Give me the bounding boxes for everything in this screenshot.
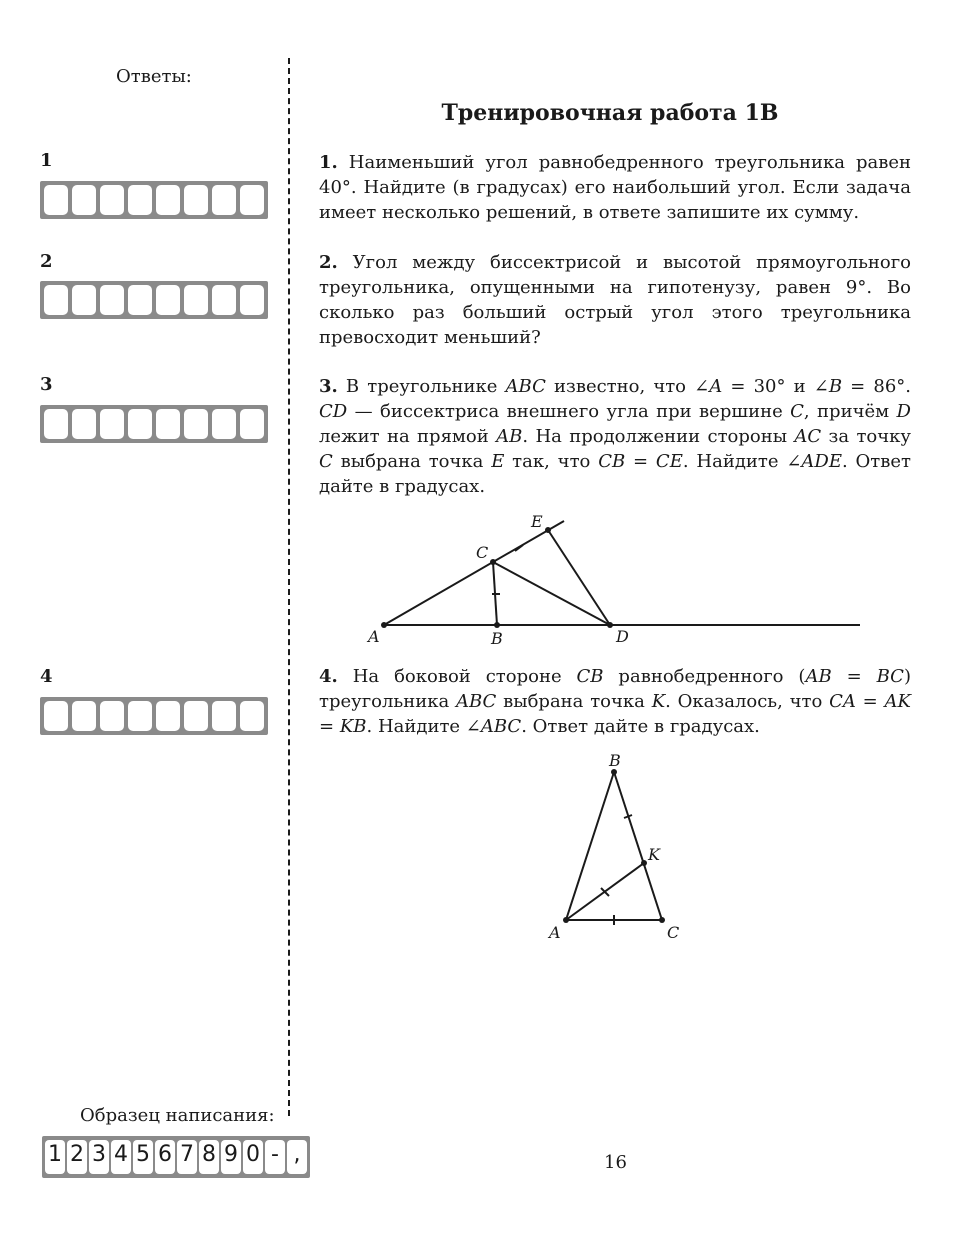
point-e: [545, 527, 551, 533]
point-b: [494, 622, 500, 628]
answer-field-2[interactable]: [40, 281, 268, 319]
answer-number-2: 2: [40, 251, 53, 272]
problem-2: 2. Угол между биссектрисой и высотой прямоугольного треугольника, опущенными на гипотенузу, равен 9°. Во сколько раз больший острый угол этого треугольника превосходит меньший?: [319, 252, 911, 348]
sample-char: -: [265, 1140, 285, 1174]
sample-char: 2: [67, 1140, 87, 1174]
label-k: K: [648, 845, 660, 864]
sample-label: Образец написания:: [80, 1105, 275, 1126]
problem-4: 4. На боковой стороне CB равнобедренного (AB = BC) треугольника ABC выбрана точка K. Оказалось, что CA = AK = KB. Найдите ∠ABC. Ответ дайте в градусах.: [319, 666, 911, 737]
point-c: [659, 917, 665, 923]
sample-char: 0: [243, 1140, 263, 1174]
problem-1: 1. Наименьший угол равнобедренного треугольника равен 40°. Найдите (в градусах) его наибольший угол. Если задача имеет несколько решений, в ответе запишите их сумму.: [319, 152, 911, 223]
point-a: [563, 917, 569, 923]
sample-char: 3: [89, 1140, 109, 1174]
label-a: A: [549, 923, 561, 942]
sample-char: 9: [221, 1140, 241, 1174]
sample-char: 5: [133, 1140, 153, 1174]
point-k: [641, 860, 647, 866]
label-c: C: [476, 543, 489, 562]
figure-problem-3: [360, 505, 870, 650]
sample-char: 7: [177, 1140, 197, 1174]
point-a: [381, 622, 387, 628]
answer-number-1: 1: [40, 150, 53, 171]
cut-line-divider: [288, 58, 290, 1116]
label-d: D: [616, 627, 629, 646]
point-c: [490, 559, 496, 565]
label-b: B: [491, 629, 503, 648]
sample-char: 6: [155, 1140, 175, 1174]
sample-char: 8: [199, 1140, 219, 1174]
page-title: Тренировочная работа 1В: [441, 100, 779, 126]
point-d: [607, 622, 613, 628]
page-number: 16: [604, 1152, 627, 1173]
answers-title: Ответы:: [116, 66, 192, 87]
sample-char: 1: [45, 1140, 65, 1174]
tick-kb: [624, 815, 632, 818]
figure-problem-4: [540, 750, 700, 950]
segment-ed: [548, 530, 610, 625]
answer-number-3: 3: [40, 374, 53, 395]
segment-ae: [384, 521, 564, 625]
answer-field-4[interactable]: [40, 697, 268, 735]
label-a: A: [368, 627, 380, 646]
answer-number-4: 4: [40, 666, 53, 687]
answer-field-3[interactable]: [40, 405, 268, 443]
label-e: E: [531, 512, 543, 531]
problem-3: 3. В треугольнике ABC известно, что ∠A = 30° и ∠B = 86°. CD — биссектриса внешнего угла при вершине C, причём D лежит на прямой AB. На продолжении стороны AC за точку C выбрана точка E так, что CB = CE. Найдите ∠ADE. Ответ дайте в градусах.: [319, 376, 912, 497]
sample-char: ,: [287, 1140, 307, 1174]
sample-digits: [42, 1136, 310, 1178]
label-b: B: [609, 751, 621, 770]
sample-char: 4: [111, 1140, 131, 1174]
segment-cd: [493, 562, 610, 625]
segment-ab: [566, 772, 614, 920]
answer-field-1[interactable]: [40, 181, 268, 219]
label-c: C: [667, 923, 680, 942]
